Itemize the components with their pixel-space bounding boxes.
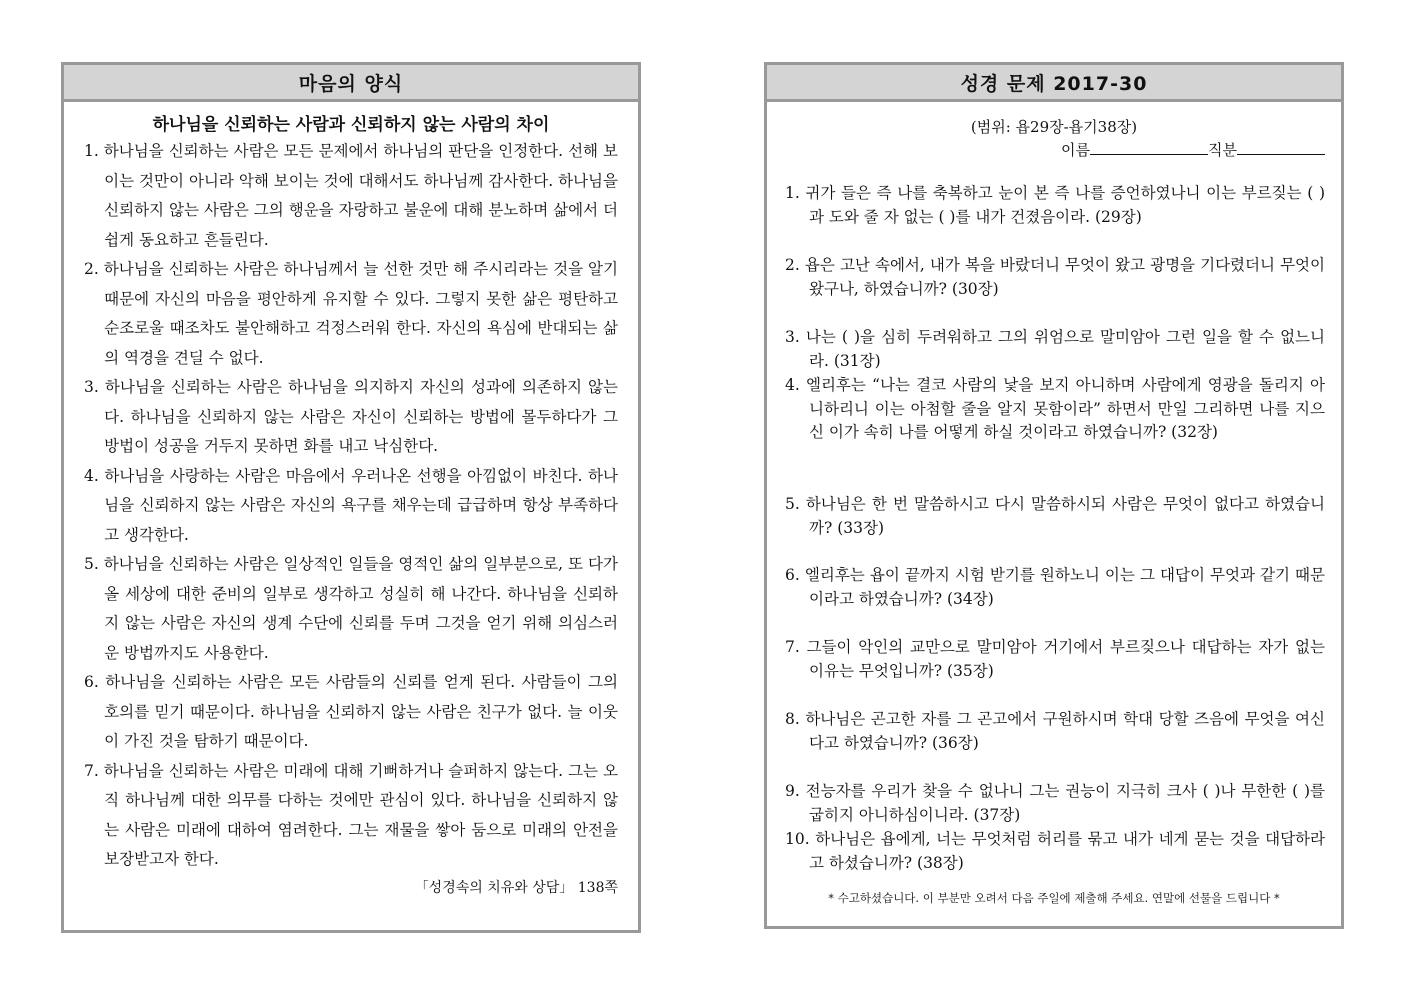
list-item: 1. 하나님을 신뢰하는 사람은 모든 문제에서 하나님의 판단을 인정한다. 선해 보이는 것만이 아니라 악해 보이는 것에 대해서도 하나님께 감사한다. 하나님을 신뢰하지 않는 사람은 그의 행운을 자랑하고 불운에 대해 분노하며 삶에서 더 쉽게 동요하고 흔들린다. [84,142,618,249]
left-item-list [64,137,638,875]
question-item: 7. 그들이 악인의 교만으로 말미암아 거기에서 부르짖으나 대답하는 자가 없는 이유는 무엇입니까? (35장) [785,638,1325,680]
list-item: 7. 하나님을 신뢰하는 사람은 미래에 대해 기뻐하거나 슬퍼하지 않는다. 그는 오직 하나님께 대한 의무를 다하는 것에만 관심이 있다. 하나님을 신뢰하지 않는 사람은 미래에 대하여 염려한다. 그는 재물을 쌓아 둠으로 미래의 안전을 보장받고자 한다. [84,761,618,868]
list-item: 4. 하나님을 사랑하는 사람은 마음에서 우러나온 선행을 아낌없이 바친다. 하나님을 신뢰하지 않는 사람은 자신의 욕구를 채우는데 급급하며 항상 부족하다고 생각한다. [84,466,618,544]
source-citation: 「성경속의 치유와 상담」 138쪽 [414,879,618,896]
name-blank[interactable] [1090,140,1208,155]
question-item: 3. 나는 ( )을 심히 두려워하고 그의 위엄으로 말미암아 그런 일을 할 수 없느니라. (31장) [785,328,1325,370]
range-text: (범위: 욥29장-욥기38장) [970,118,1138,136]
question-item: 10. 하나님은 욥에게, 너는 무엇처럼 허리를 묶고 내가 네게 묻는 것을 대답하라고 하셨습니까? (38장) [785,830,1325,872]
left-panel-title: 마음의 양식 [64,65,638,102]
question-item: 4. 엘리후는 “나는 결코 사람의 낯을 보지 아니하며 사람에게 영광을 돌리지 아니하리니 이는 아첨할 줄을 알지 못함이라” 하면서 만일 그리하면 나를 지으신 이가 속히 나를 어떻게 하실 것이라고 하였습니까? (32장) [785,376,1325,441]
question-item: 8. 하나님은 곤고한 자를 그 곤고에서 구원하시며 학대 당할 즈음에 무엇을 여신다고 하였습니까? (36장) [785,710,1325,752]
question-item: 6. 엘리후는 욥이 끝까지 시험 받기를 원하노니 이는 그 대답이 무엇과 같기 때문이라고 하였습니까? (34장) [785,566,1325,608]
list-item: 3. 하나님을 신뢰하는 사람은 하나님을 의지하지 자신의 성과에 의존하지 않는다. 하나님을 신뢰하지 않는 사람은 자신이 신뢰하는 방법에 몰두하다가 그 방법이 성공을 거두지 못하면 화를 내고 낙심한다. [84,378,618,455]
list-item: 6. 하나님을 신뢰하는 사람은 모든 사람들의 신뢰를 얻게 된다. 사람들이 그의 호의를 믿기 때문이다. 하나님을 신뢰하지 않는 사람은 친구가 없다. 늘 이웃이 가진 것을 탐하기 때문이다. [84,673,618,750]
list-item: 5. 하나님을 신뢰하는 사람은 일상적인 일들을 영적인 삶의 일부분으로, 또 다가올 세상에 대한 준비의 일부로 생각하고 성실히 해 나간다. 하나님을 신뢰하지 않는 사람은 자신의 생계 수단에 신뢰를 두며 그것을 얻기 위해 의심스러운 방법까지도 사용한다. [84,555,618,662]
question-item: 9. 전능자를 우리가 찾을 수 없나니 그는 권능이 지극히 크사 ( )나 무한한 ( )를 굽히지 아니하심이니라. (37장) [785,782,1325,824]
right-panel-title: 성경 문제 2017-30 [767,65,1341,102]
role-blank[interactable] [1237,140,1325,155]
footer-note: * 수고하셨습니다. 이 부분만 오려서 다음 주일에 제출해 주세요. 연말에 선물을 드립니다 * [828,891,1280,905]
question-item: 2. 욥은 고난 속에서, 내가 복을 바랐더니 무엇이 왔고 광명을 기다렸더니 무엇이 왔구나, 하였습니까? (30장) [785,256,1325,298]
right-panel [764,62,1344,929]
name-role-row [767,139,1341,160]
left-panel [61,62,641,933]
left-panel-subtitle: 하나님을 신뢰하는 사람과 신뢰하지 않는 사람의 차이 [152,115,550,135]
question-item: 5. 하나님은 한 번 말씀하시고 다시 말씀하시되 사람은 무엇이 없다고 하였습니까? (33장) [785,495,1325,537]
list-item: 2. 하나님을 신뢰하는 사람은 하나님께서 늘 선한 것만 해 주시리라는 것을 알기 때문에 자신의 마음을 평안하게 유지할 수 있다. 그렇지 못한 삶은 평탄하고 순조로울 때조차도 불안해하고 걱정스러워 한다. 자신의 욕심에 반대되는 삶의 역경을 견딜 수 없다. [84,260,618,367]
question-item: 1. 귀가 들은 즉 나를 축복하고 눈이 본 즉 나를 증언하였나니 이는 부르짖는 ( )과 도와 줄 자 없는 ( )를 내가 건졌음이라. (29장) [785,184,1325,226]
name-label: 이름 [1061,141,1091,159]
role-label: 직분 [1208,141,1237,159]
